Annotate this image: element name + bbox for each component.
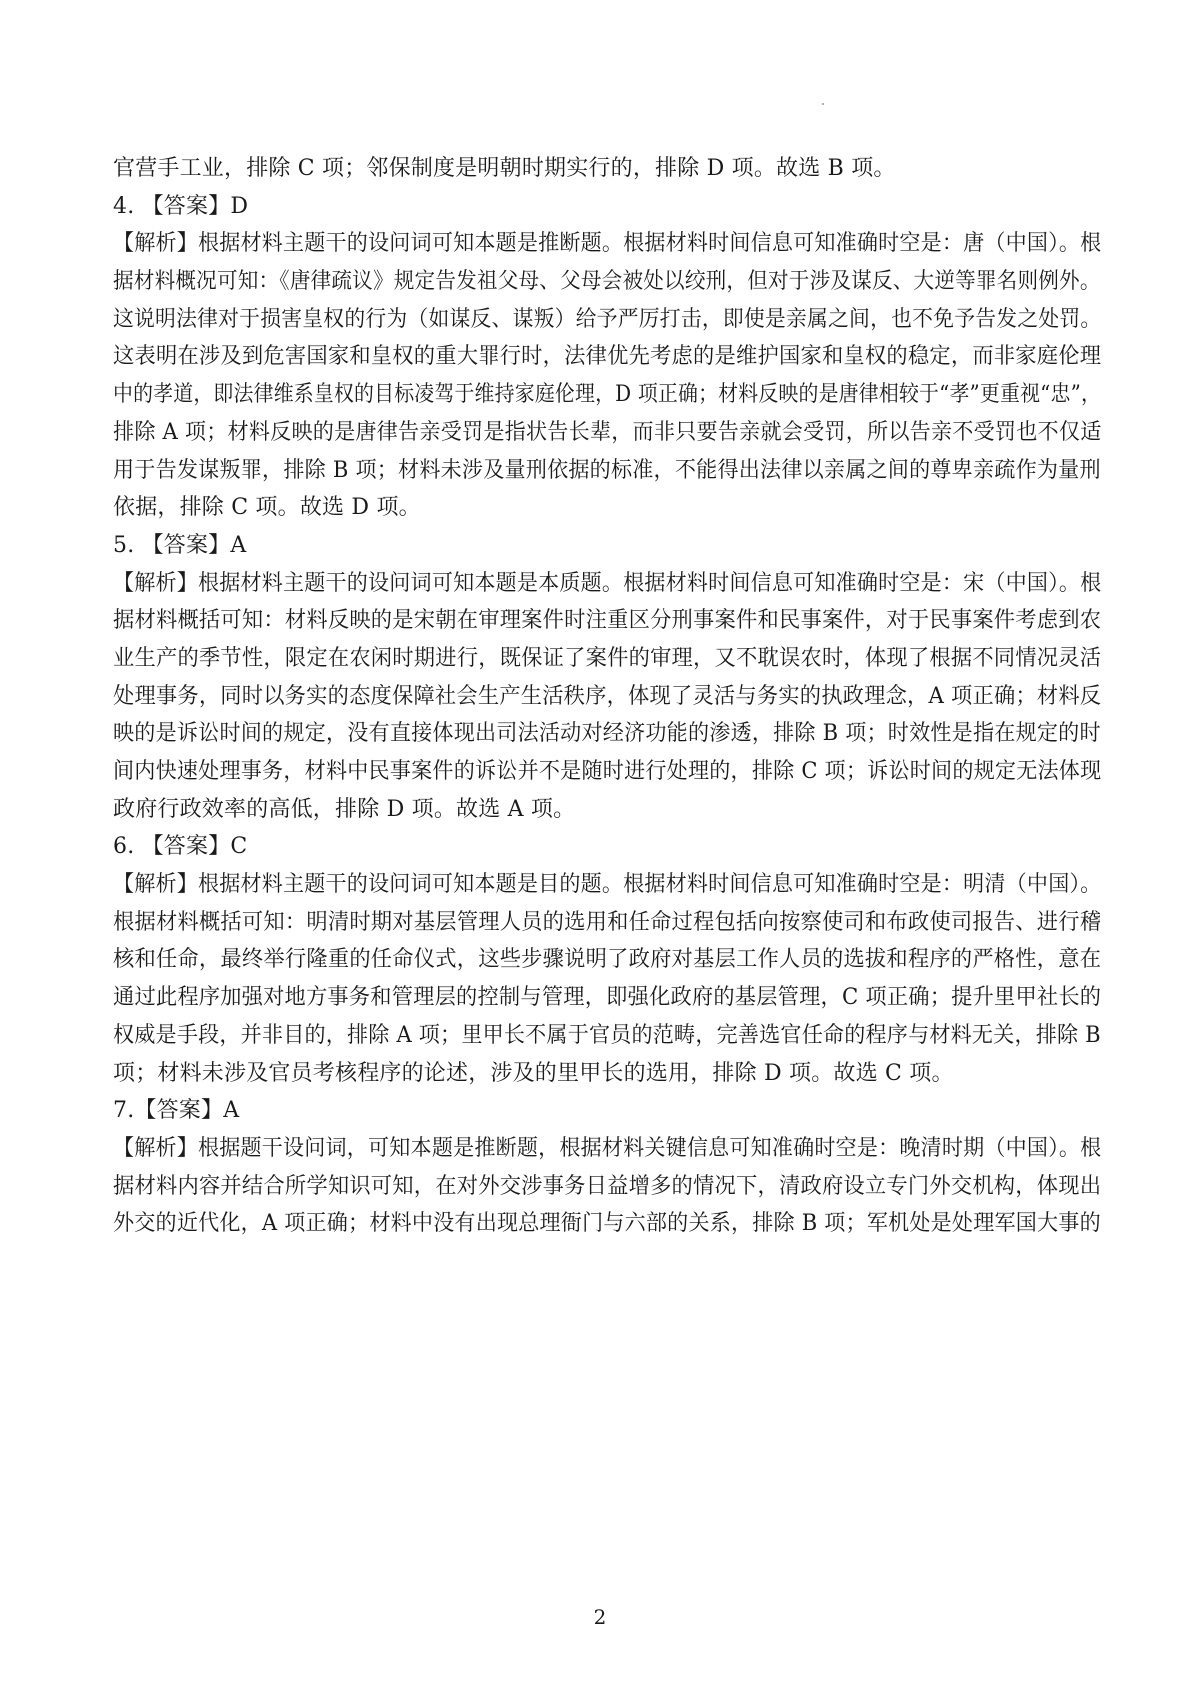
answer-heading-7: 7.【答案】A bbox=[113, 1098, 240, 1124]
text-line: 依据，排除 C 项。故选 D 项。 bbox=[113, 495, 421, 521]
text-line: 间内快速处理事务，材料中民事案件的诉讼并不是随时进行处理的，排除 C 项；诉讼时间的规定无法体现 bbox=[113, 759, 1102, 784]
text-line: 映的是诉讼时间的规定，没有直接体现出司法活动对经济功能的渗透，排除 B 项；时效性是指在规定的时 bbox=[113, 721, 1101, 747]
answer-heading-5: 5. 【答案】A bbox=[113, 532, 247, 558]
text-line: 业生产的季节性，限定在农闲时期进行，既保证了案件的审理，又不耽误农时，体现了根据不同情况灵活 bbox=[113, 645, 1102, 671]
text-line: 外交的近代化，A 项正确；材料中没有出现总理衙门与六部的关系，排除 B 项；军机处是处理军国大事的 bbox=[113, 1211, 1101, 1237]
text-line: 核和任命，最终举行隆重的任命仪式，这些步骤说明了政府对基层工作人员的选拔和程序的严格性，意在 bbox=[113, 947, 1102, 973]
text-line: 据材料内容并结合所学知识可知，在对外交涉事务日益增多的情况下，清政府设立专门外交机构，体现出 bbox=[113, 1173, 1102, 1199]
text-line: 【解析】根据材料主题干的设问词可知本题是本质题。根据材料时间信息可知准确时空是：宋（中国）。根 bbox=[113, 570, 1102, 596]
text-line: 中的孝道，即法律维系皇权的目标凌驾于维持家庭伦理，D 项正确；材料反映的是唐律相较于“孝”更重视“忠”， bbox=[113, 382, 1102, 408]
text-line: 权威是手段，并非目的，排除 A 项；里甲长不属于官员的范畴，完善选官任命的程序与材料无关，排除 B bbox=[113, 1022, 1101, 1048]
page-number: 2 bbox=[593, 1605, 607, 1629]
scan-speck bbox=[822, 103, 824, 105]
text-line: 【解析】根据材料主题干的设问词可知本题是推断题。根据材料时间信息可知准确时空是：唐（中国）。根 bbox=[113, 231, 1102, 257]
answer-heading-4: 4. 【答案】D bbox=[113, 193, 249, 219]
text-line: 这说明法律对于损害皇权的行为（如谋反、谋叛）给予严厉打击，即使是亲属之间，也不免予告发之处罚。 bbox=[113, 306, 1102, 332]
answer-explanation-text bbox=[113, 150, 1101, 1243]
text-line: 根据材料概括可知：明清时期对基层管理人员的选用和任命过程包括向按察使司和布政使司报告、进行稽 bbox=[113, 909, 1102, 935]
text-line: 官营手工业，排除 C 项；邻保制度是明朝时期实行的，排除 D 项。故选 B 项。 bbox=[113, 156, 896, 181]
text-line: 【解析】根据题干设问词，可知本题是推断题，根据材料关键信息可知准确时空是：晚清时期（中国）。根 bbox=[113, 1135, 1102, 1161]
answer-heading-6: 6. 【答案】C bbox=[113, 834, 248, 860]
text-line: 用于告发谋叛罪，排除 B 项；材料未涉及量刑依据的标准，不能得出法律以亲属之间的尊卑亲疏作为量刑 bbox=[113, 457, 1101, 483]
text-line: 处理事务，同时以务实的态度保障社会生产生活秩序，体现了灵活与务实的执政理念，A 项正确；材料反 bbox=[113, 683, 1102, 709]
text-line: 据材料概括可知：材料反映的是宋朝在审理案件时注重区分刑事案件和民事案件，对于民事案件考虑到农 bbox=[113, 608, 1102, 634]
text-line: 据材料概况可知：《唐律疏议》规定告发祖父母、父母会被处以绞刑，但对于涉及谋反、大逆等罪名则例外。 bbox=[113, 269, 1101, 295]
text-line: 政府行政效率的高低，排除 D 项。故选 A 项。 bbox=[113, 796, 576, 822]
text-line: 排除 A 项；材料反映的是唐律告亲受罚是指状告长辈，而非只要告亲就会受罚，所以告亲不受罚也不仅适 bbox=[113, 419, 1102, 445]
text-line: 项；材料未涉及官员考核程序的论述，涉及的里甲长的选用，排除 D 项。故选 C 项。 bbox=[113, 1060, 954, 1086]
text-line: 这表明在涉及到危害国家和皇权的重大罪行时，法律优先考虑的是维护国家和皇权的稳定，而非家庭伦理 bbox=[113, 344, 1102, 370]
text-line: 【解析】根据材料主题干的设问词可知本题是目的题。根据材料时间信息可知准确时空是：明清（中国）。 bbox=[113, 872, 1102, 898]
text-line: 通过此程序加强对地方事务和管理层的控制与管理，即强化政府的基层管理，C 项正确；提升里甲社长的 bbox=[113, 985, 1102, 1011]
